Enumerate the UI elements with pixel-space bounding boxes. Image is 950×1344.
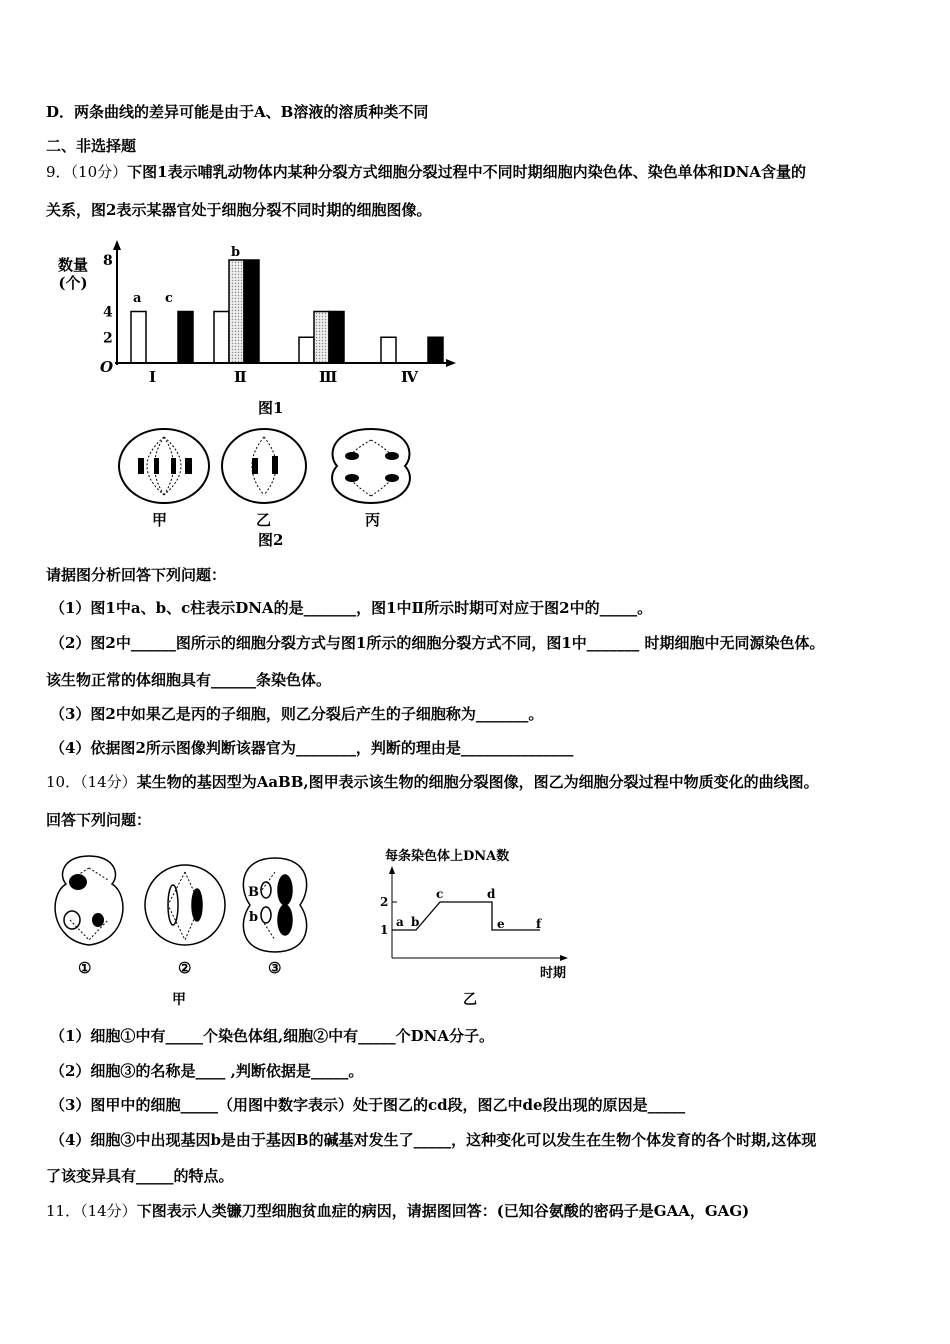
bar-a-0 <box>131 312 146 364</box>
point-label: f <box>536 917 542 931</box>
figure-jia-title: 甲 <box>172 992 186 1008</box>
series-label-a: a <box>133 291 142 306</box>
bar-a-1 <box>214 312 229 364</box>
line-text: （3）图2中如果乙是丙的子细胞，则乙分裂后产生的子细胞称为_______。 <box>50 705 544 723</box>
y-axis-label: 数量(个) <box>57 256 88 292</box>
bar-c-3 <box>428 337 443 363</box>
cell-2 <box>145 865 225 945</box>
point-label: c <box>436 887 444 901</box>
line-text: （2）图2中______图所示的细胞分裂方式与图1所示的细胞分裂方式不同，图1中_______ 时期细胞中无同源染色体。 <box>50 634 825 652</box>
question-number: 10．（14分） <box>46 773 137 791</box>
series-label-c: c <box>165 291 173 306</box>
cell-label-bing: 丙 <box>365 511 381 529</box>
bar-c-1 <box>244 260 259 363</box>
question-number: 11．（14分） <box>46 1202 137 1220</box>
line-text: 下图表示人类镰刀型细胞贫血症的病因，请据图回答：(已知谷氨酸的密码子是GAA，GAG) <box>136 1202 750 1220</box>
line-text: （4）细胞③中出现基因b是由于基因B的碱基对发生了_____，这种变化可以发生在生物个体发育的各个时期,这体现 <box>50 1131 817 1149</box>
y-axis-arrow <box>113 240 121 250</box>
line-text: （2）细胞③的名称是____ ,判断依据是_____。 <box>50 1062 364 1080</box>
bar-a-3 <box>381 337 396 363</box>
point-label: d <box>487 887 496 901</box>
line-chart-ylabel: 每条染色体上DNA数 <box>385 849 510 864</box>
bar-c-2 <box>329 312 344 364</box>
cell-label-jia: 甲 <box>152 511 168 529</box>
x-tick-label: Ⅰ <box>149 368 157 386</box>
line-text: 二、非选择题 <box>46 137 137 155</box>
line-text: （3）图甲中的细胞_____（用图中数字表示）处于图乙的cd段，图乙中de段出现的原因是_____ <box>50 1096 686 1114</box>
y-tick-label: 1 <box>380 923 389 937</box>
figure-jia-cells <box>55 856 307 952</box>
gene-label-B: B <box>248 885 259 900</box>
x-tick-label: Ⅲ <box>319 368 338 386</box>
line-text: 了该变异具有_____的特点。 <box>46 1167 234 1185</box>
figure-1-title: 图1 <box>258 399 284 417</box>
line-text: 关系，图2表示某器官处于细胞分裂不同时期的细胞图像。 <box>46 201 432 219</box>
cell-3-label: ③ <box>268 959 282 977</box>
point-label: b <box>411 915 420 929</box>
x-axis-arrow <box>446 359 456 367</box>
x-tick-label: Ⅳ <box>401 368 419 386</box>
y-axis-arrow <box>389 866 395 874</box>
point-label: a <box>396 915 404 929</box>
line-chart-xlabel: 时期 <box>540 966 567 981</box>
line-text: 某生物的基因型为AaBB,图甲表示该生物的细胞分裂图像，图乙为细胞分裂过程中物质变化的曲线图。 <box>136 773 819 791</box>
y-tick-label: 2 <box>380 895 389 909</box>
line-text: 该生物正常的体细胞具有______条染色体。 <box>46 671 332 689</box>
point-label: e <box>497 917 505 931</box>
y-tick-label: 2 <box>103 330 113 347</box>
line-text: （4）依据图2所示图像判断该器官为________，判断的理由是_______________ <box>50 739 574 757</box>
bar-b-2 <box>314 312 329 364</box>
bar-c-0 <box>178 312 193 364</box>
line-text: 请据图分析回答下列问题： <box>46 566 227 584</box>
cell-1 <box>55 856 123 945</box>
question-number: 9．（10分） <box>46 163 128 181</box>
cell-1-label: ① <box>78 959 92 977</box>
line-text: （1）图1中a、b、c柱表示DNA的是_______，图1中Ⅱ所示时期可对应于图2中的_____。 <box>50 599 653 617</box>
cell-jia <box>119 429 209 503</box>
line-text: 下图1表示哺乳动物体内某种分裂方式细胞分裂过程中不同时期细胞内染色体、染色单体和DNA含量的 <box>127 163 806 181</box>
y-tick-label: 8 <box>103 253 113 269</box>
bar-b-1 <box>229 260 244 363</box>
line-text: 回答下列问题： <box>46 811 152 829</box>
origin-label: O <box>100 358 114 376</box>
gene-label-b: b <box>249 910 259 925</box>
cell-2-label: ② <box>178 959 192 977</box>
line-text: D．两条曲线的差异可能是由于A、B溶液的溶质种类不同 <box>46 103 429 121</box>
bar-a-2 <box>299 337 314 363</box>
y-tick-label: 4 <box>103 304 113 321</box>
x-tick-label: Ⅱ <box>234 368 247 386</box>
figure-2-cells <box>119 429 410 503</box>
series-label-b: b <box>231 245 241 260</box>
cell-label-yi: 乙 <box>256 511 272 529</box>
x-axis-arrow <box>560 955 568 961</box>
figure-2-title: 图2 <box>258 531 284 549</box>
cell-yi <box>222 429 306 503</box>
line-chart-title: 乙 <box>463 992 477 1008</box>
line-text: （1）细胞①中有_____个染色体组,细胞②中有_____个DNA分子。 <box>50 1027 495 1045</box>
